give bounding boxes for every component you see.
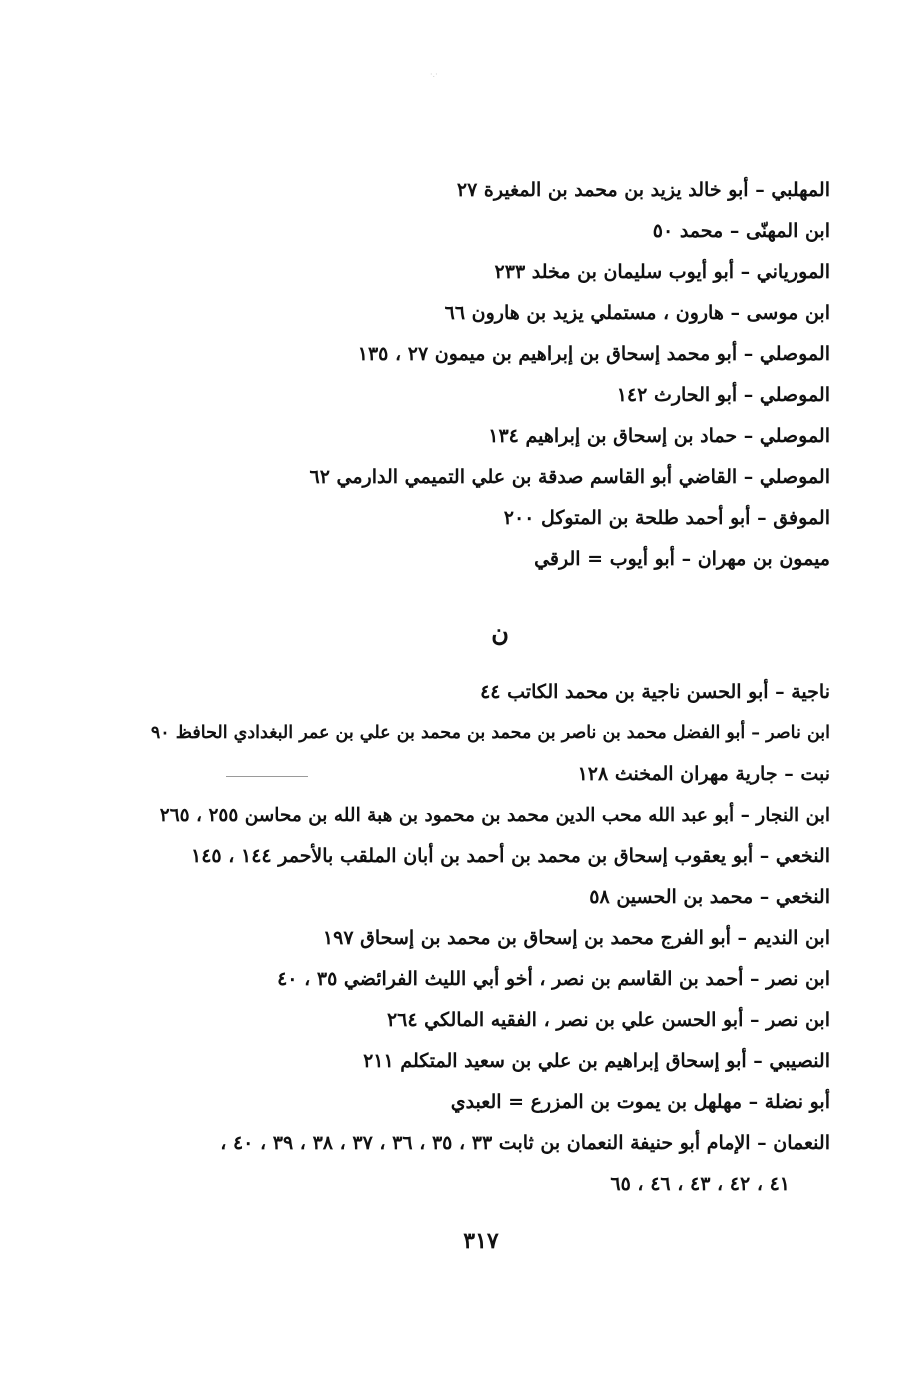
index-entry: الموفق – أبو أحمد طلحة بن المتوكل ٢٠٠	[503, 507, 830, 529]
index-entry: ابن نصر – أبو الحسن علي بن نصر ، الفقيه المالكي ٢٦٤	[386, 1009, 830, 1031]
index-entry: ابن نصر – أحمد بن القاسم بن نصر ، أخو أبي الليث الفرائضي ٣٥ ، ٤٠	[277, 968, 830, 990]
index-entry: النصيبي – أبو إسحاق إبراهيم بن علي بن سعيد المتكلم ٢١١	[363, 1050, 830, 1072]
index-entry: الموصلي – أبو محمد إسحاق بن إبراهيم بن ميمون ٢٧ ، ١٣٥	[357, 343, 830, 365]
faint-rule	[226, 776, 308, 777]
index-entry: النخعي – محمد بن الحسين ٥٨	[589, 886, 830, 908]
index-entry: أبو نضلة – مهلهل بن يموت بن المزرع = العبدي	[450, 1091, 830, 1113]
index-entry: ابن النجار – أبو عبد الله محب الدين محمد بن محمود بن هبة الله بن محاسن ٢٥٥ ، ٢٦٥	[159, 805, 830, 826]
index-entry: الموریاني – أبو أيوب سليمان بن مخلد ٢٣٣	[494, 261, 830, 283]
index-entries	[150, 170, 830, 1205]
index-entry: ميمون بن مهران – أبو أيوب = الرقي	[534, 548, 830, 570]
section-gap	[150, 580, 830, 594]
index-entry: ابن النديم – أبو الفرج محمد بن إسحاق بن محمد بن إسحاق ١٩٧	[322, 927, 830, 949]
index-entry: ابن ناصر – أبو الفضل محمد بن ناصر بن محمد بن محمد بن علي بن عمر البغدادي الحافظ ٩٠	[150, 723, 830, 743]
index-entry: الموصلي – القاضي أبو القاسم صدقة بن علي التميمي الدارمي ٦٢	[309, 466, 830, 488]
index-entry: نبت – جارية مهران المخنث ١٢٨	[577, 763, 830, 785]
index-entry: النعمان – الإمام أبو حنيفة النعمان بن ثابت ٣٣ ، ٣٥ ، ٣٦ ، ٣٧ ، ٣٨ ، ٣٩ ، ٤٠ ،	[220, 1132, 830, 1154]
section-heading-letter: ن	[491, 618, 509, 647]
paper-speck: ·.·	[430, 70, 438, 79]
index-entry: الموصلي – أبو الحارث ١٤٢	[616, 384, 830, 406]
index-entry: ناجية – أبو الحسن ناجية بن محمد الكاتب ٤٤	[480, 681, 830, 703]
index-entry-continuation: ٤١ ، ٤٢ ، ٤٣ ، ٤٦ ، ٦٥	[610, 1173, 790, 1195]
index-entry: ابن موسى – هارون ، مستملي يزيد بن هارون ٦٦	[444, 302, 830, 324]
index-entry: النخعي – أبو يعقوب إسحاق بن محمد بن أحمد بن أبان الملقب بالأحمر ١٤٤ ، ١٤٥	[190, 845, 830, 867]
index-entry: المهلبي – أبو خالد يزيد بن محمد بن المغيرة ٢٧	[456, 179, 830, 201]
page-number: ٣١٧	[463, 1228, 499, 1254]
index-entry: الموصلي – حماد بن إسحاق بن إبراهيم ١٣٤	[488, 425, 830, 447]
index-entry: ابن المهنّى – محمد ٥٠	[652, 220, 830, 242]
